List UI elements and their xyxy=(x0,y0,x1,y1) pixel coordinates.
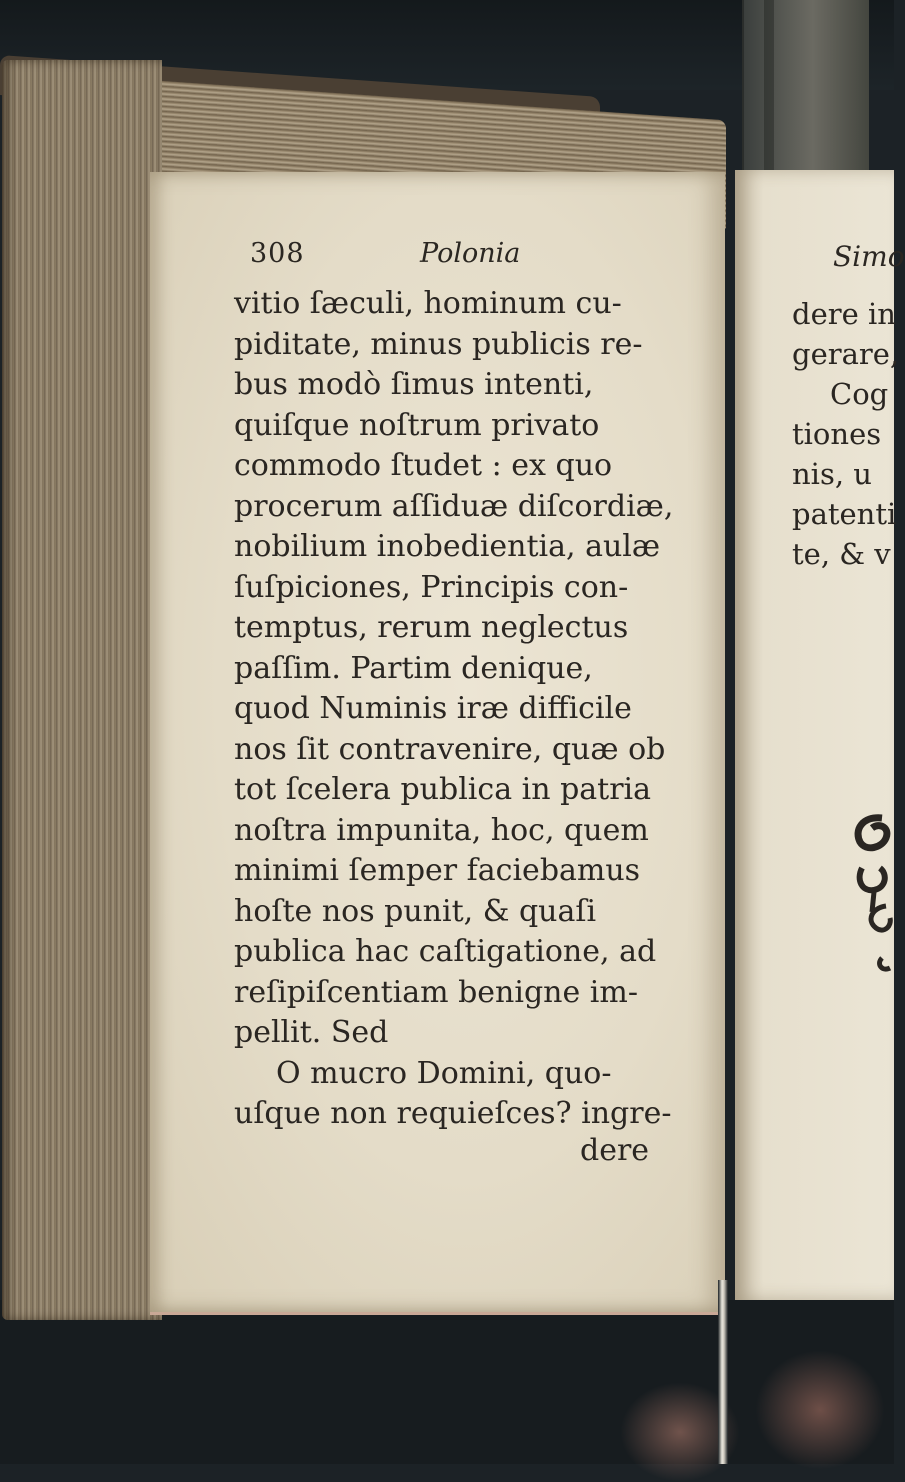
text-line: vitio ſæculi, hominum cu- xyxy=(234,286,622,321)
text-line: O mucro Domini, quo- xyxy=(276,1055,612,1091)
text-line: tot ſcelera publica in patria xyxy=(234,772,652,807)
text-line: Cog xyxy=(830,377,889,411)
text-line: gerare, xyxy=(792,337,900,371)
text-line: nis, u xyxy=(792,457,872,491)
text-line: commodo ſtudet : ex quo xyxy=(234,448,613,483)
text-line: dere in xyxy=(792,297,896,331)
text-line: paſſim. Partim denique, xyxy=(234,650,593,686)
text-line: ſuſpiciones, Principis con- xyxy=(234,569,629,605)
text-line: uſque non requieſces? ingre- xyxy=(234,1096,672,1131)
running-title: Polonia xyxy=(420,238,521,269)
text-line: procerum aſſiduæ diſcordiæ, xyxy=(234,488,674,524)
text-line: piditate, minus publicis re- xyxy=(234,326,643,362)
text-line: reſipiſcentiam benigne im- xyxy=(234,974,638,1010)
text-line: publica hac caſtigatione, ad xyxy=(234,934,657,969)
text-line: minimi ſemper faciebamus xyxy=(234,853,641,888)
text-line: tiones xyxy=(792,417,882,451)
text-line: pellit. Sed xyxy=(234,1015,389,1050)
left-page-text xyxy=(234,284,676,1135)
text-line: nobilium inobedientia, aulæ xyxy=(234,529,661,564)
printer-ornament-icon xyxy=(852,808,894,978)
text-line: noſtra impunita, hoc, quem xyxy=(234,812,649,848)
text-line: quod Numinis iræ difficile xyxy=(234,691,632,726)
book-clamp xyxy=(742,0,869,170)
text-line: patenti xyxy=(792,497,897,531)
text-line: nos ſit contravenire, quæ ob xyxy=(234,731,666,767)
catchword: dere xyxy=(580,1133,650,1168)
page-number: 308 xyxy=(250,238,305,269)
text-line: te, & v xyxy=(792,537,891,571)
text-line: bus modò ſimus intenti, xyxy=(234,367,594,402)
text-line: hoſte nos punit, & quaſi xyxy=(234,893,597,929)
text-line: quiſque noſtrum privato xyxy=(234,407,600,443)
left-page-header xyxy=(250,238,630,278)
page-side-edges xyxy=(2,60,162,1320)
text-line: temptus, rerum neglectus xyxy=(234,610,629,645)
right-running-title: Simo xyxy=(833,240,905,273)
page-gutter xyxy=(718,1280,728,1464)
right-page-text xyxy=(792,294,900,574)
page-stain xyxy=(755,1350,885,1470)
